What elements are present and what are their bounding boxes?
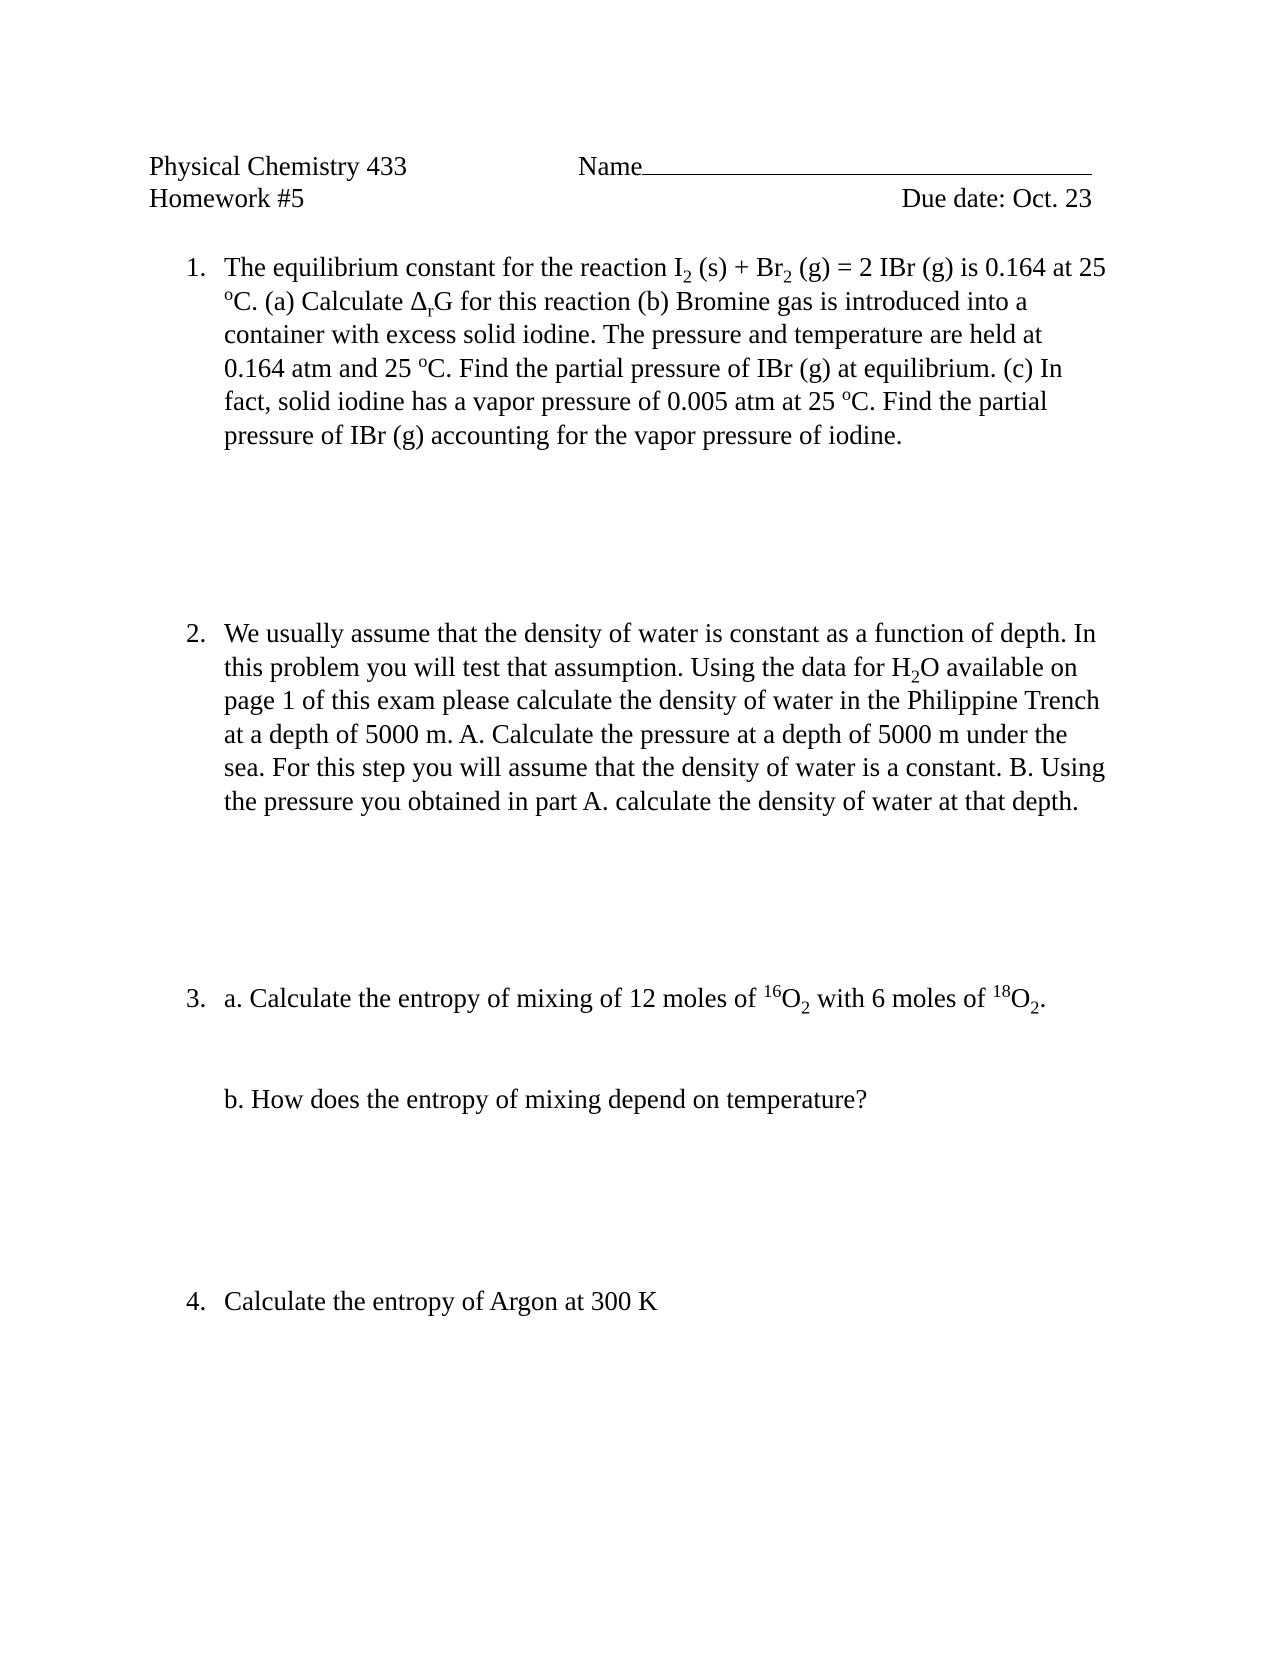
question-number: 2.: [186, 618, 207, 648]
question-number: 1.: [186, 252, 207, 282]
name-field: [578, 150, 1092, 182]
question-number: 4.: [186, 1286, 207, 1316]
homework-number: Homework #5: [149, 183, 305, 213]
question-3b: [186, 1083, 1106, 1117]
question-3b-text: b. How does the entropy of mixing depend on temperature?: [224, 1084, 868, 1114]
name-blank-line: [642, 150, 1092, 175]
course-title: Physical Chemistry 433: [149, 151, 407, 181]
name-label: Name: [578, 151, 643, 181]
question-3: [186, 982, 1106, 1016]
question-text: We usually assume that the density of water is constant as a function of depth. In this problem you will test that assumption. Using the data for $H_2O$ available on page 1 of this exam please calculate the density of water in the Philippine Trench at a depth of 5000 m. A. Calculate the pressure at a depth of 5000 m under the sea. For this step you will assume that the density of water is a constant. B. Using the pressure you obtained in part A. calculate the density of water at that depth.: [224, 618, 1106, 816]
question-2: [186, 617, 1106, 818]
question-1: [186, 251, 1106, 452]
question-text: Calculate the entropy of Argon at 300 K: [224, 1286, 658, 1316]
question-4: [186, 1285, 1106, 1319]
question-3a-text: a. Calculate the entropy of mixing of 12 moles of $^{16}O_2$ with 6 moles of $^{18}O_2$.: [224, 981, 1047, 1018]
question-number: 3.: [186, 983, 207, 1013]
question-text: The equilibrium constant for the reaction $I_2$ $(s) + Br_2$ (g) = 2 IBr (g) is 0.164 at 25 $^o$C. (a) Calculate $\Delta_rG$ for this reaction (b) Bromine gas is introduced into a container with excess solid iodine. The pressure and temperature are held at 0.164 atm and 25 $^o$C. Find the partial pressure of IBr (g) at equilibrium. (c) In fact, solid iodine has a vapor pressure of 0.005 atm at 25 $^o$C. Find the partial pressure of IBr (g) accounting for the vapor pressure of iodine.: [224, 252, 1106, 450]
due-date: Due date: Oct. 23: [901, 183, 1092, 213]
